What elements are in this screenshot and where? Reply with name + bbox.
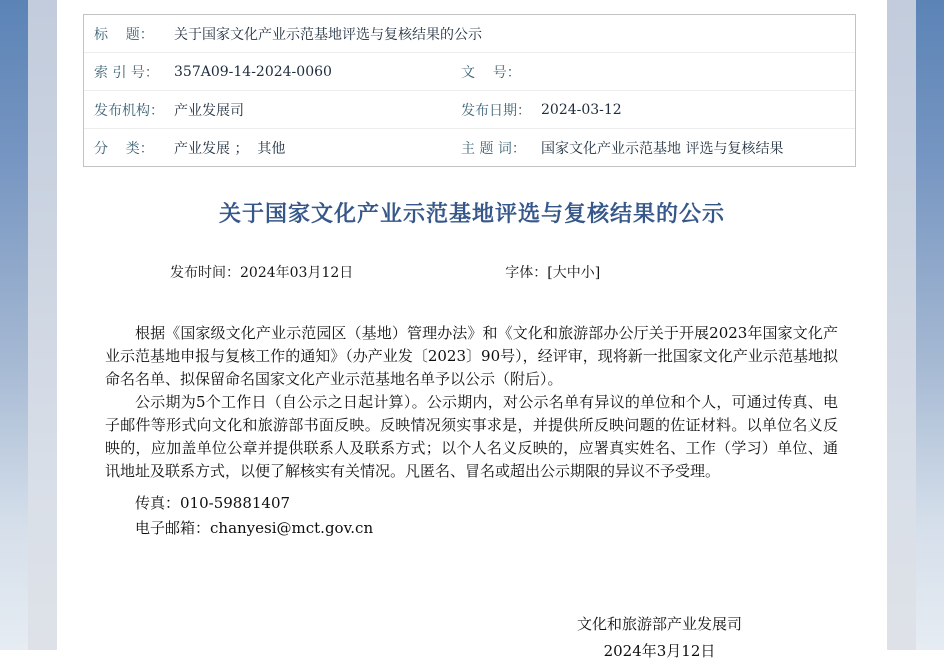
email-line (105, 517, 838, 539)
font-size-control[interactable]: 字体：[大中小] (505, 265, 601, 281)
agency-label: 发布机构： (94, 102, 164, 119)
signature-inner (577, 611, 742, 665)
left-outer-gradient-band (0, 0, 28, 650)
title-label: 标 题： (94, 26, 154, 43)
subject-value: 国家文化产业示范基地 评选与复核结果 (541, 140, 784, 157)
pub-date-label: 发布日期： (461, 102, 531, 119)
doc-no-cell (451, 62, 855, 82)
fax-line: 传真：010-59881407 (135, 494, 291, 512)
email-label: 电子邮箱： (135, 519, 211, 537)
left-inner-gradient-band (28, 0, 57, 650)
signature-block (105, 611, 838, 665)
title-value: 关于国家文化产业示范基地评选与复核结果的公示 (174, 26, 482, 43)
index-cell (84, 62, 451, 82)
pub-date-value: 2024-03-12 (541, 101, 622, 118)
page-title: 关于国家文化产业示范基地评选与复核结果的公示 (218, 201, 725, 227)
body-paragraph-2: 公示期为5个工作日（自公示之日起计算）。公示期内，对公示名单有异议的单位和个人，可通过传真、电子邮件等形式向文化和旅游部书面反映。反映情况须实事求是，并提供所反映问题的佐证材料。以单位名义反映的，应加盖单位公章并提供联系人及联系方式；以个人名义反映的，应署真实姓名、工作（学习）单位、通讯地址及联系方式，以便了解核实有关情况。凡匿名、冒名或超出公示期限的异议不予受理。 (105, 393, 838, 480)
document-metadata-table (83, 14, 856, 167)
pub-date-cell (451, 100, 855, 120)
table-row-title (84, 15, 855, 52)
document-page (57, 0, 887, 660)
category-label: 分 类： (94, 140, 154, 157)
subject-label: 主 题 词： (461, 140, 526, 157)
right-outer-gradient-band (916, 0, 944, 650)
category-value: 产业发展 ； 其他 (174, 140, 286, 157)
agency-value: 产业发展司 (174, 102, 244, 119)
index-value: 357A09-14-2024-0060 (174, 63, 332, 80)
body-paragraph-1: 根据《国家级文化产业示范园区（基地）管理办法》和《文化和旅游部办公厅关于开展2023年国家文化产业示范基地申报与复核工作的通知》（办产业发〔2023〕90号），经评审，现将新一批国家文化产业示范基地拟命名名单、拟保留命名国家文化产业示范基地名单予以公示（附后）。 (105, 324, 838, 388)
subject-cell (451, 138, 855, 158)
email-address-link[interactable]: chanyesi@mct.gov.cn (210, 519, 374, 537)
title-cell (84, 24, 482, 44)
table-row-agency (84, 90, 855, 128)
index-label: 索 引 号： (94, 64, 159, 81)
publish-time: 发布时间：2024年03月12日 (170, 265, 354, 281)
contact-block (105, 492, 838, 539)
table-row-category (84, 128, 855, 166)
article-body (105, 322, 838, 665)
signature-org: 文化和旅游部产业发展司 (576, 615, 742, 633)
publish-meta-line (57, 262, 887, 282)
doc-no-label: 文 号： (461, 64, 521, 81)
table-row-index (84, 52, 855, 90)
category-cell (84, 138, 451, 158)
signature-date: 2024年3月12日 (603, 642, 716, 660)
agency-cell (84, 100, 451, 120)
right-inner-gradient-band (887, 0, 916, 650)
